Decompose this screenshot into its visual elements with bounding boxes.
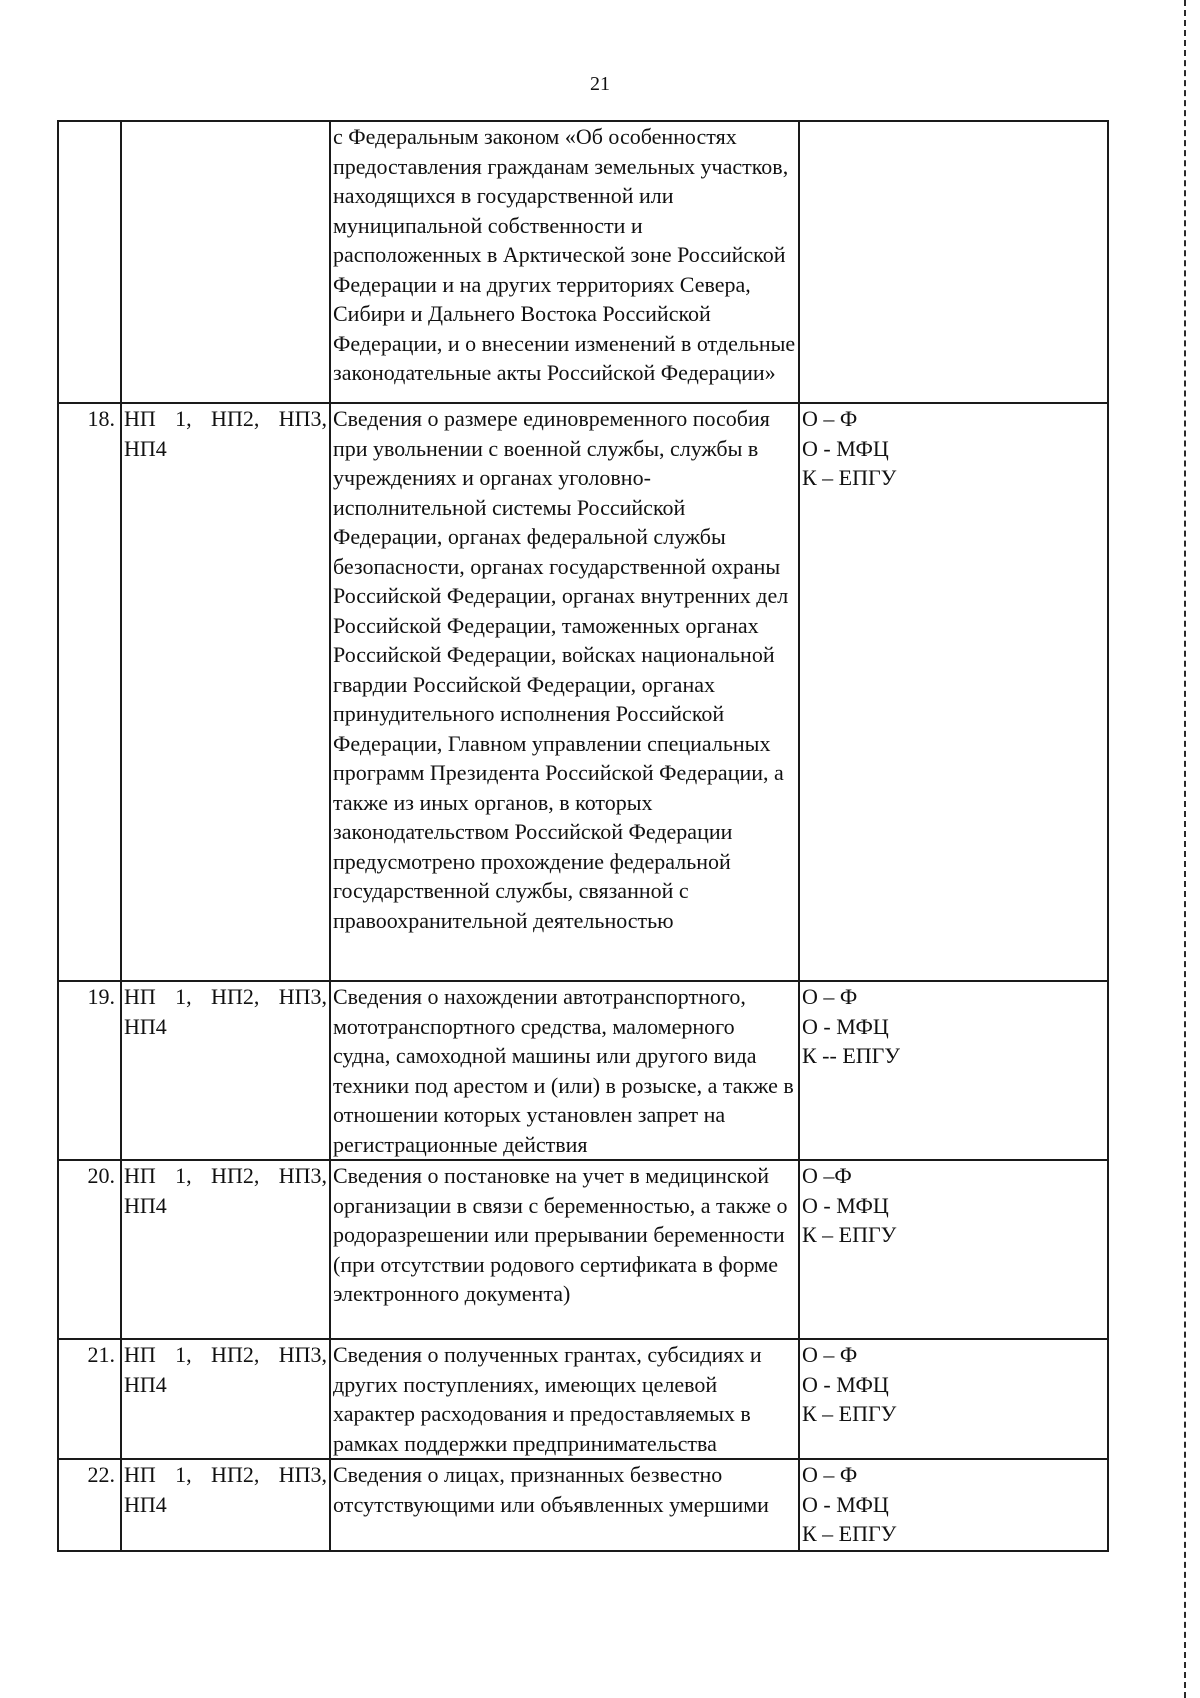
- description-text: Сведения о полученных грантах, субсидиях и других поступлениях, имеющих целевой характер расходования и предоставляемых в рамках поддержки предпринимательства: [333, 1342, 762, 1456]
- codes-line-2: НП4: [124, 1491, 167, 1517]
- codes-cell: [121, 1459, 330, 1551]
- table-row: [58, 1160, 1108, 1339]
- channel-line-2: О - МФЦ: [802, 1371, 889, 1397]
- description-cell: [330, 403, 799, 981]
- codes-line-2: НП4: [124, 1371, 167, 1397]
- table-row: [58, 981, 1108, 1160]
- codes-line-1: НП 1, НП2, НП3,: [124, 1342, 327, 1367]
- row-number: 18.: [58, 403, 121, 981]
- channel-line-1: О – Ф: [802, 406, 858, 431]
- page-edge-dashed-line: [1184, 0, 1186, 1698]
- codes-line-2: НП4: [124, 1013, 167, 1039]
- channel-line-2: О - МФЦ: [802, 435, 889, 461]
- channel-line-2: О - МФЦ: [802, 1491, 889, 1517]
- description-text: с Федеральным законом «Об особенностях предоставления гражданам земельных участков, находящихся в государственной или муниципальной собственности и расположенных в Арктической зоне Российской Федерации и на других территориях Севера, Сибири и Дальнего Востока Российской Федерации, и о внесении изменений в отдельные законодательные акты Российской Федерации»: [333, 124, 796, 385]
- description-cell: [330, 121, 799, 403]
- description-text: Сведения о постановке на учет в медицинской организации в связи с беременностью, а также о родоразрешении или прерывании беременности (при отсутствии родового сертификата в форме электронного документа): [333, 1163, 788, 1306]
- table-row: [58, 1459, 1108, 1551]
- codes-line-1: НП 1, НП2, НП3,: [124, 1462, 327, 1487]
- row-number: 21.: [58, 1339, 121, 1459]
- description-text: Сведения о нахождении автотранспортного, мототранспортного средства, маломерного судна, самоходной машины или другого вида техники под арестом и (или) в розыске, а также в отношении которых установлен запрет на регистрационные действия: [333, 984, 794, 1157]
- description-cell: [330, 981, 799, 1160]
- codes-line-1: НП 1, НП2, НП3,: [124, 1163, 327, 1188]
- description-cell: [330, 1160, 799, 1339]
- channels-cell: [799, 1459, 1108, 1551]
- channel-line-3: К – ЕПГУ: [802, 1401, 897, 1426]
- codes-cell: [121, 121, 330, 403]
- page-number: 21: [590, 73, 610, 95]
- row-number: 19.: [58, 981, 121, 1160]
- channel-line-1: О – Ф: [802, 1462, 858, 1487]
- channels-cell: [799, 981, 1108, 1160]
- channel-line-1: О –Ф: [802, 1163, 852, 1188]
- codes-cell: [121, 1160, 330, 1339]
- row-number: 22.: [58, 1459, 121, 1551]
- channels-cell: [799, 121, 1108, 403]
- channel-line-3: К -- ЕПГУ: [802, 1043, 900, 1068]
- codes-cell: [121, 403, 330, 981]
- description-text: Сведения о лицах, признанных безвестно отсутствующими или объявленных умершими: [333, 1462, 769, 1517]
- table-row: [58, 1339, 1108, 1459]
- channel-line-3: К – ЕПГУ: [802, 1521, 897, 1546]
- codes-line-2: НП4: [124, 1192, 167, 1218]
- row-number: [58, 121, 121, 403]
- channel-line-1: О – Ф: [802, 1342, 858, 1367]
- row-number: 20.: [58, 1160, 121, 1339]
- codes-cell: [121, 1339, 330, 1459]
- channels-cell: [799, 1160, 1108, 1339]
- document-table: [57, 120, 1109, 1552]
- codes-line-1: НП 1, НП2, НП3,: [124, 984, 327, 1009]
- channel-line-1: О – Ф: [802, 984, 858, 1009]
- channel-line-2: О - МФЦ: [802, 1013, 889, 1039]
- codes-line-1: НП 1, НП2, НП3,: [124, 406, 327, 431]
- description-cell: [330, 1339, 799, 1459]
- table-row: [58, 403, 1108, 981]
- channel-line-2: О - МФЦ: [802, 1192, 889, 1218]
- codes-cell: [121, 981, 330, 1160]
- channel-line-3: К – ЕПГУ: [802, 465, 897, 490]
- channels-cell: [799, 1339, 1108, 1459]
- codes-line-2: НП4: [124, 435, 167, 461]
- channels-cell: [799, 403, 1108, 981]
- description-text: Сведения о размере единовременного пособия при увольнении с военной службы, службы в учреждениях и органах уголовно-исполнительной системы Российской Федерации, органах федеральной службы безопасности, органах государственной охраны Российской Федерации, органах внутренних дел Российской Федерации, таможенных органах Российской Федерации, войсках национальной гвардии Российской Федерации, органах принудительного исполнения Российской Федерации, Главном управлении специальных программ Президента Российской Федерации, а также из иных органов, в которых законодательством Российской Федерации предусмотрено прохождение федеральной государственной службы, связанной с правоохранительной деятельностью: [333, 406, 789, 933]
- description-cell: [330, 1459, 799, 1551]
- table-row: [58, 121, 1108, 403]
- channel-line-3: К – ЕПГУ: [802, 1222, 897, 1247]
